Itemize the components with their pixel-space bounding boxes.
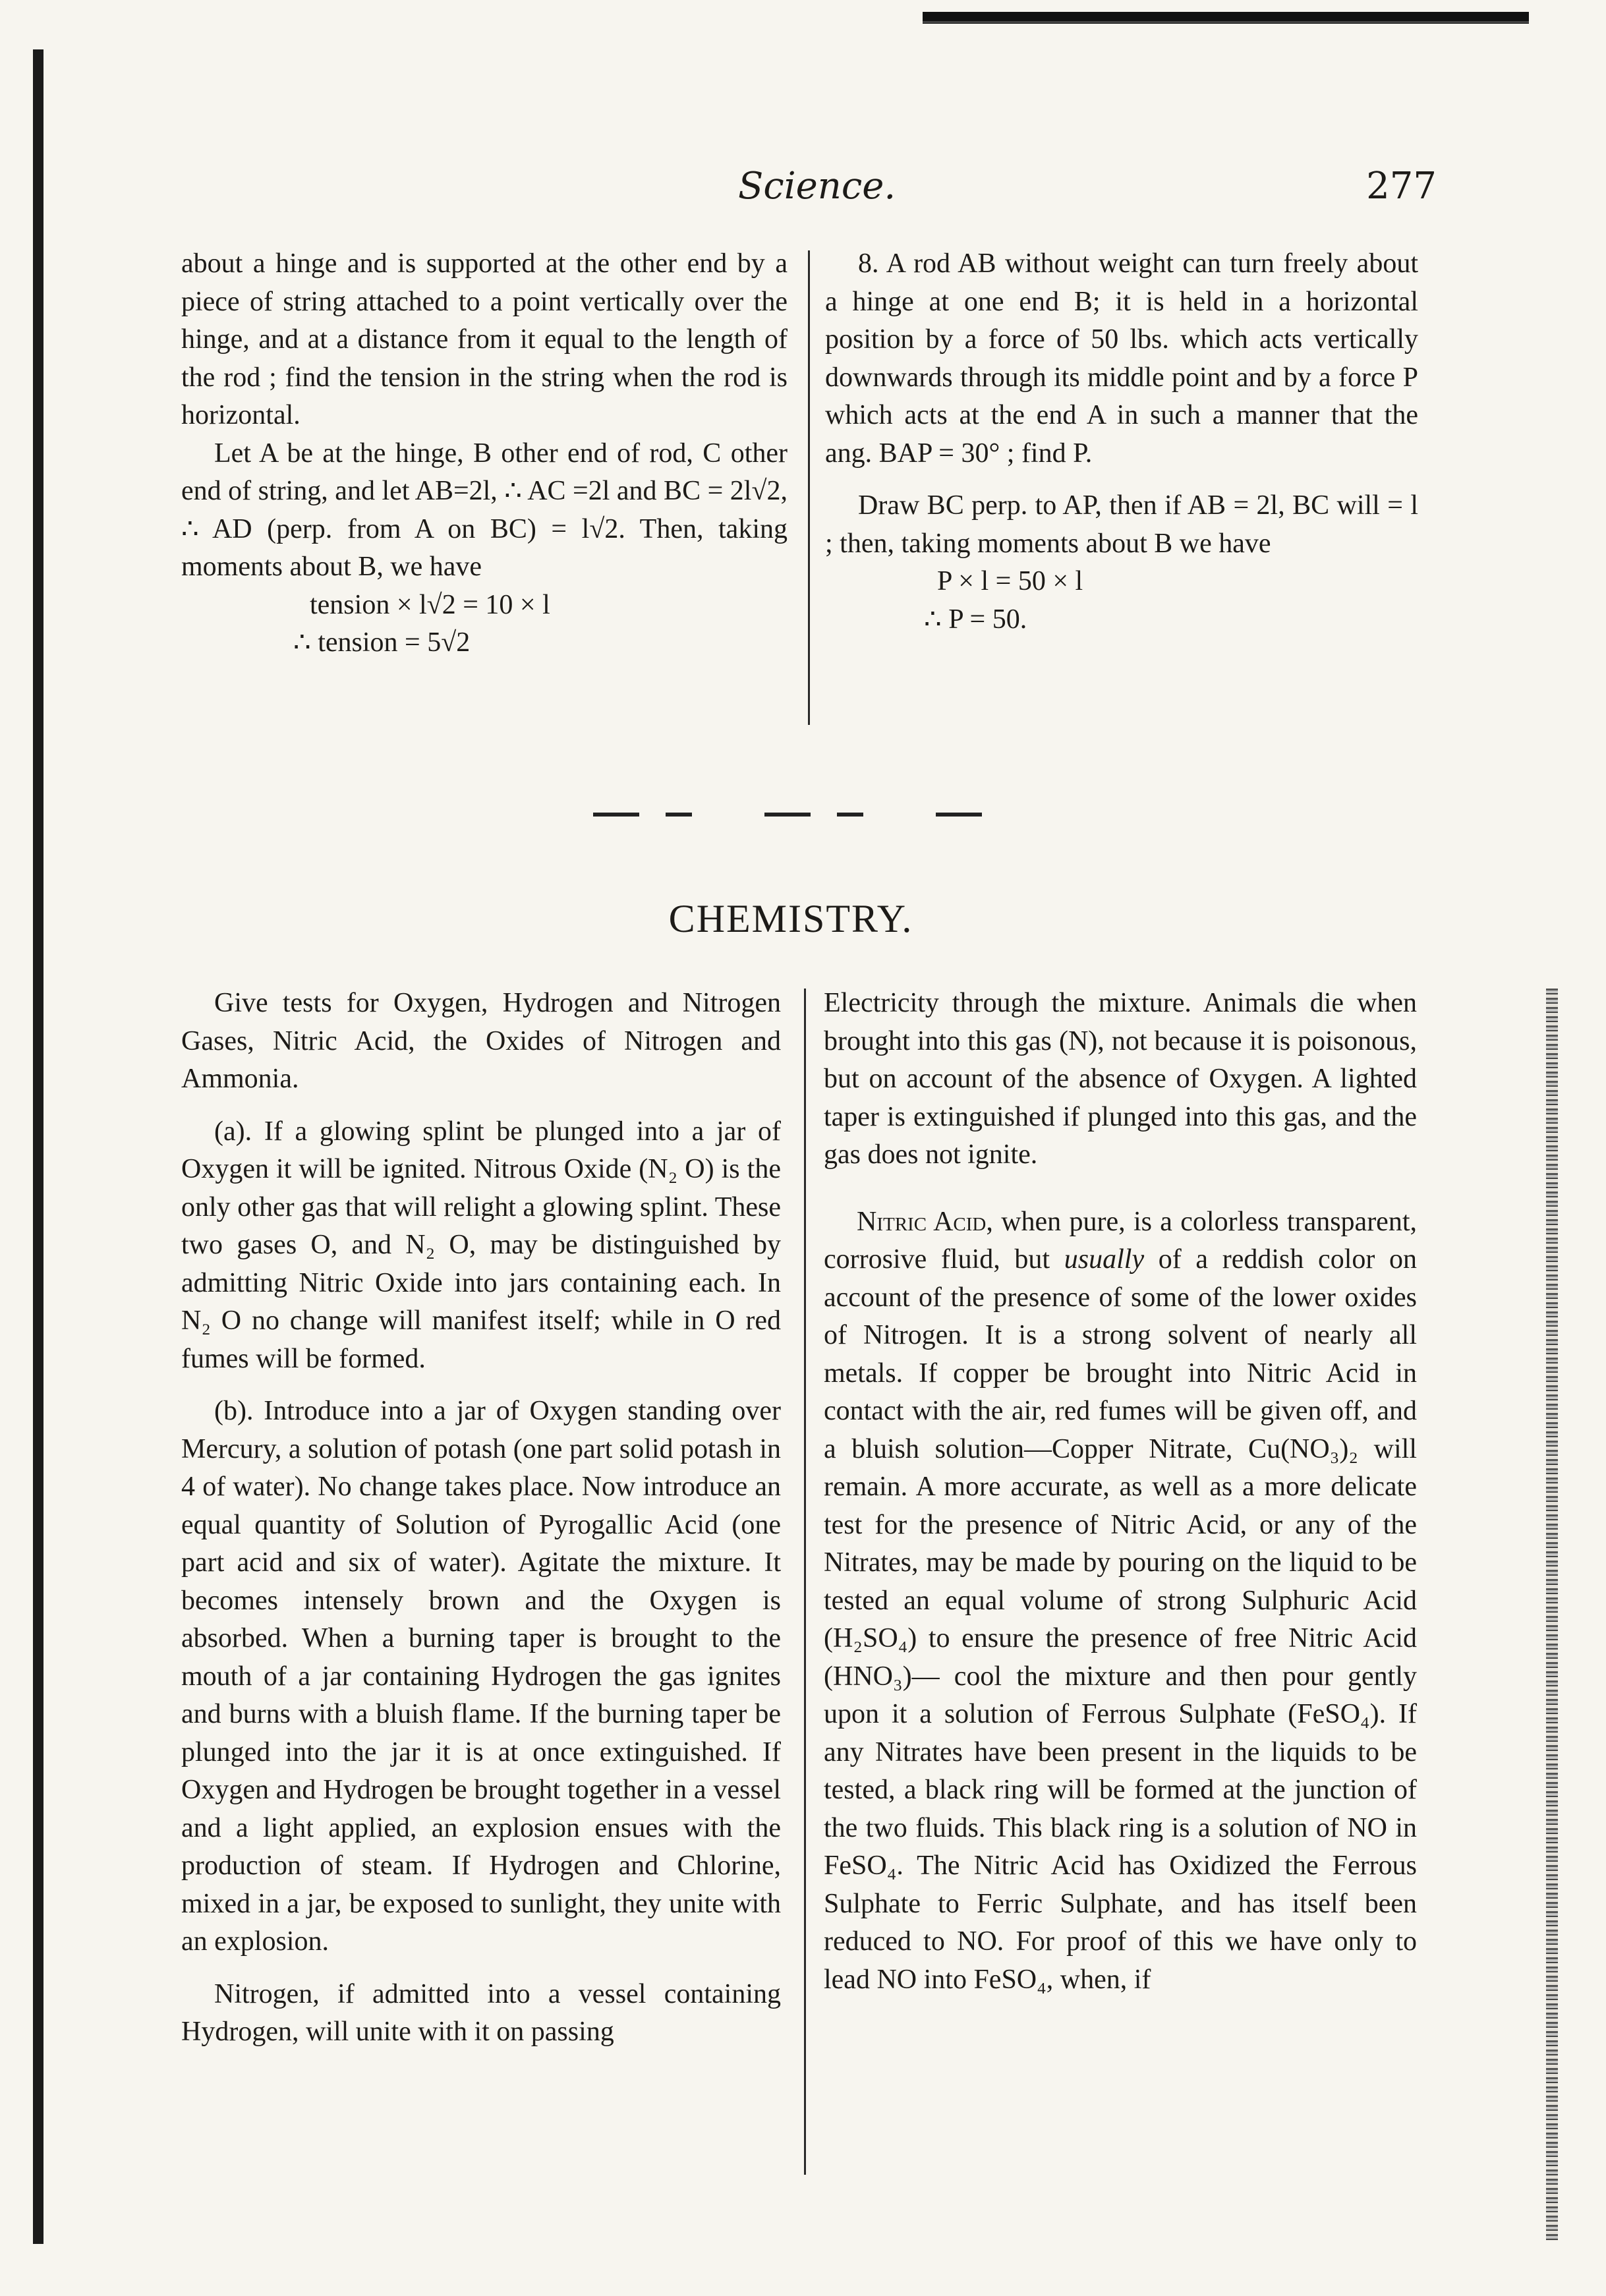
equation: ∴ P = 50.: [924, 604, 1027, 635]
upper-left-column: [181, 245, 788, 662]
nitric-acid-heading: Nitric Acid,: [857, 1206, 993, 1237]
equation: tension × l√2 = 10 × l: [310, 589, 550, 620]
section-title: CHEMISTRY.: [668, 897, 913, 940]
paragraph: Let A be at the hinge, B other end of rod, C other end of string, and let AB=2l, ∴ AC =2l and BC = 2l√2, ∴ AD (perp. from A on BC) = l√2. Then, taking moments about B, we have: [181, 438, 788, 582]
item-label: (a).: [214, 1116, 252, 1147]
section-separator: [593, 813, 1002, 817]
upper-right-column: [825, 245, 1418, 639]
nitric-emphasis: usually: [1064, 1244, 1145, 1275]
question-text: Give tests for Oxygen, Hydrogen and Nitrogen Gases, Nitric Acid, the Oxides of Nitrogen and Ammonia.: [181, 988, 781, 1094]
paragraph-nitrogen: Nitrogen, if admitted into a vessel containing Hydrogen, will unite with it on passing: [181, 1978, 781, 2047]
scan-edge-line: [923, 21, 1529, 23]
equation: P × l = 50 × l: [937, 566, 1083, 596]
item-text: If a glowing splint be plunged into a jar of Oxygen it will be ignited. Nitrous Oxide (N₂ O) is the only other gas that will relight a glowing splint. These two gases O, and N₂ O, may be distinguished by admitting Nitric Oxide into jars containing each. In N₂ O no change will manifest itself; while in O red fumes will be formed.: [181, 1116, 781, 1374]
equation: ∴ tension = 5√2: [293, 627, 471, 658]
paragraph: about a hinge and is supported at the other end by a piece of string attached to a point vertically over the hinge, and at a distance from it equal to the length of the rod ; find the tension in the string when the rod is horizontal.: [181, 248, 788, 430]
running-header: [738, 165, 1437, 217]
scan-page-edge: [1546, 989, 1558, 2241]
paragraph: Draw BC perp. to AP, then if AB = 2l, BC will = l ; then, taking moments about B we have: [825, 490, 1418, 559]
item-label: (b).: [214, 1396, 254, 1426]
nitric-text-post: of a reddish color on account of the presence of some of the lower oxides of Nitrogen. It is a strong solvent of nearly all metals. If copper be brought into Nitric Acid in contact with the air, red fumes will be given off, and a bluish solution—Copper Nitrate, Cu(NO₃)₂ will remain. A more accurate, as well as a more delicate test for the presence of Nitric Acid, or any of the Nitrates, may be made by pouring on the liquid to be tested an equal volume of strong Sulphuric Acid (H₂SO₄) to ensure the presence of free Nitric Acid (HNO₃)— cool the mixture and then pour gently upon it a solution of Ferrous Sulphate (FeSO₄). If any Nitrates have been present in the liquids to be tested, a black ring will be formed at the junction of the two fluids. This black ring is a solution of NO in FeSO₄. The Nitric Acid has Oxidized the Ferrous Sulphate to Ferric Sulphate, and has itself been reduced to NO. For proof of this we have only to lead NO into FeSO₄, when, if: [824, 1244, 1418, 1995]
column-rule: [804, 989, 806, 2175]
chemistry-right-column: [824, 985, 1417, 1999]
running-title: Science.: [738, 165, 896, 208]
page-number: 277: [1366, 165, 1437, 208]
paragraph-nitric-acid: [824, 1203, 1417, 1999]
item-text: Introduce into a jar of Oxygen standing over Mercury, a solution of potash (one part solid potash in 4 of water). No change takes place. Now introduce an equal quantity of Solution of Pyrogallic Acid (one part acid and six of water). Agitate the mixture. It becomes intensely brown and the Oxygen is absorbed. When a burning taper is brought to the mouth of a jar containing Hydrogen the gas ignites and burns with a bluish flame. If the burning taper be plunged into the jar it is at once extinguished. If Oxygen and Hydrogen be brought together in a vessel and a light applied, an explosion ensues with the production of steam. If Hydrogen and Chlorine, mixed in a jar, be exposed to sunlight, they unite with an explosion.: [181, 1396, 782, 1957]
paragraph: 8. A rod AB without weight can turn freely about a hinge at one end B; it is held in a horizontal position by a force of 50 lbs. which acts vertically downwards through its middle point and by a force P which acts at the end A in such a manner that the ang. BAP = 30° ; find P.: [825, 248, 1418, 469]
column-rule: [808, 250, 810, 725]
paragraph-b: [181, 1392, 781, 1961]
scan-binding-shadow: [33, 49, 43, 2244]
nitric-text-pre: when pure, is a colorless transparent, corrosive fluid, but: [824, 1206, 1417, 1275]
paragraph-a: [181, 1113, 781, 1379]
paragraph: Electricity through the mixture. Animals die when brought into this gas (N), not because it is poisonous, but on account of the absence of Oxygen. A lighted taper is extinguished if plunged into this gas, and the gas does not ignite.: [824, 988, 1417, 1170]
chemistry-left-column: [181, 985, 781, 2052]
